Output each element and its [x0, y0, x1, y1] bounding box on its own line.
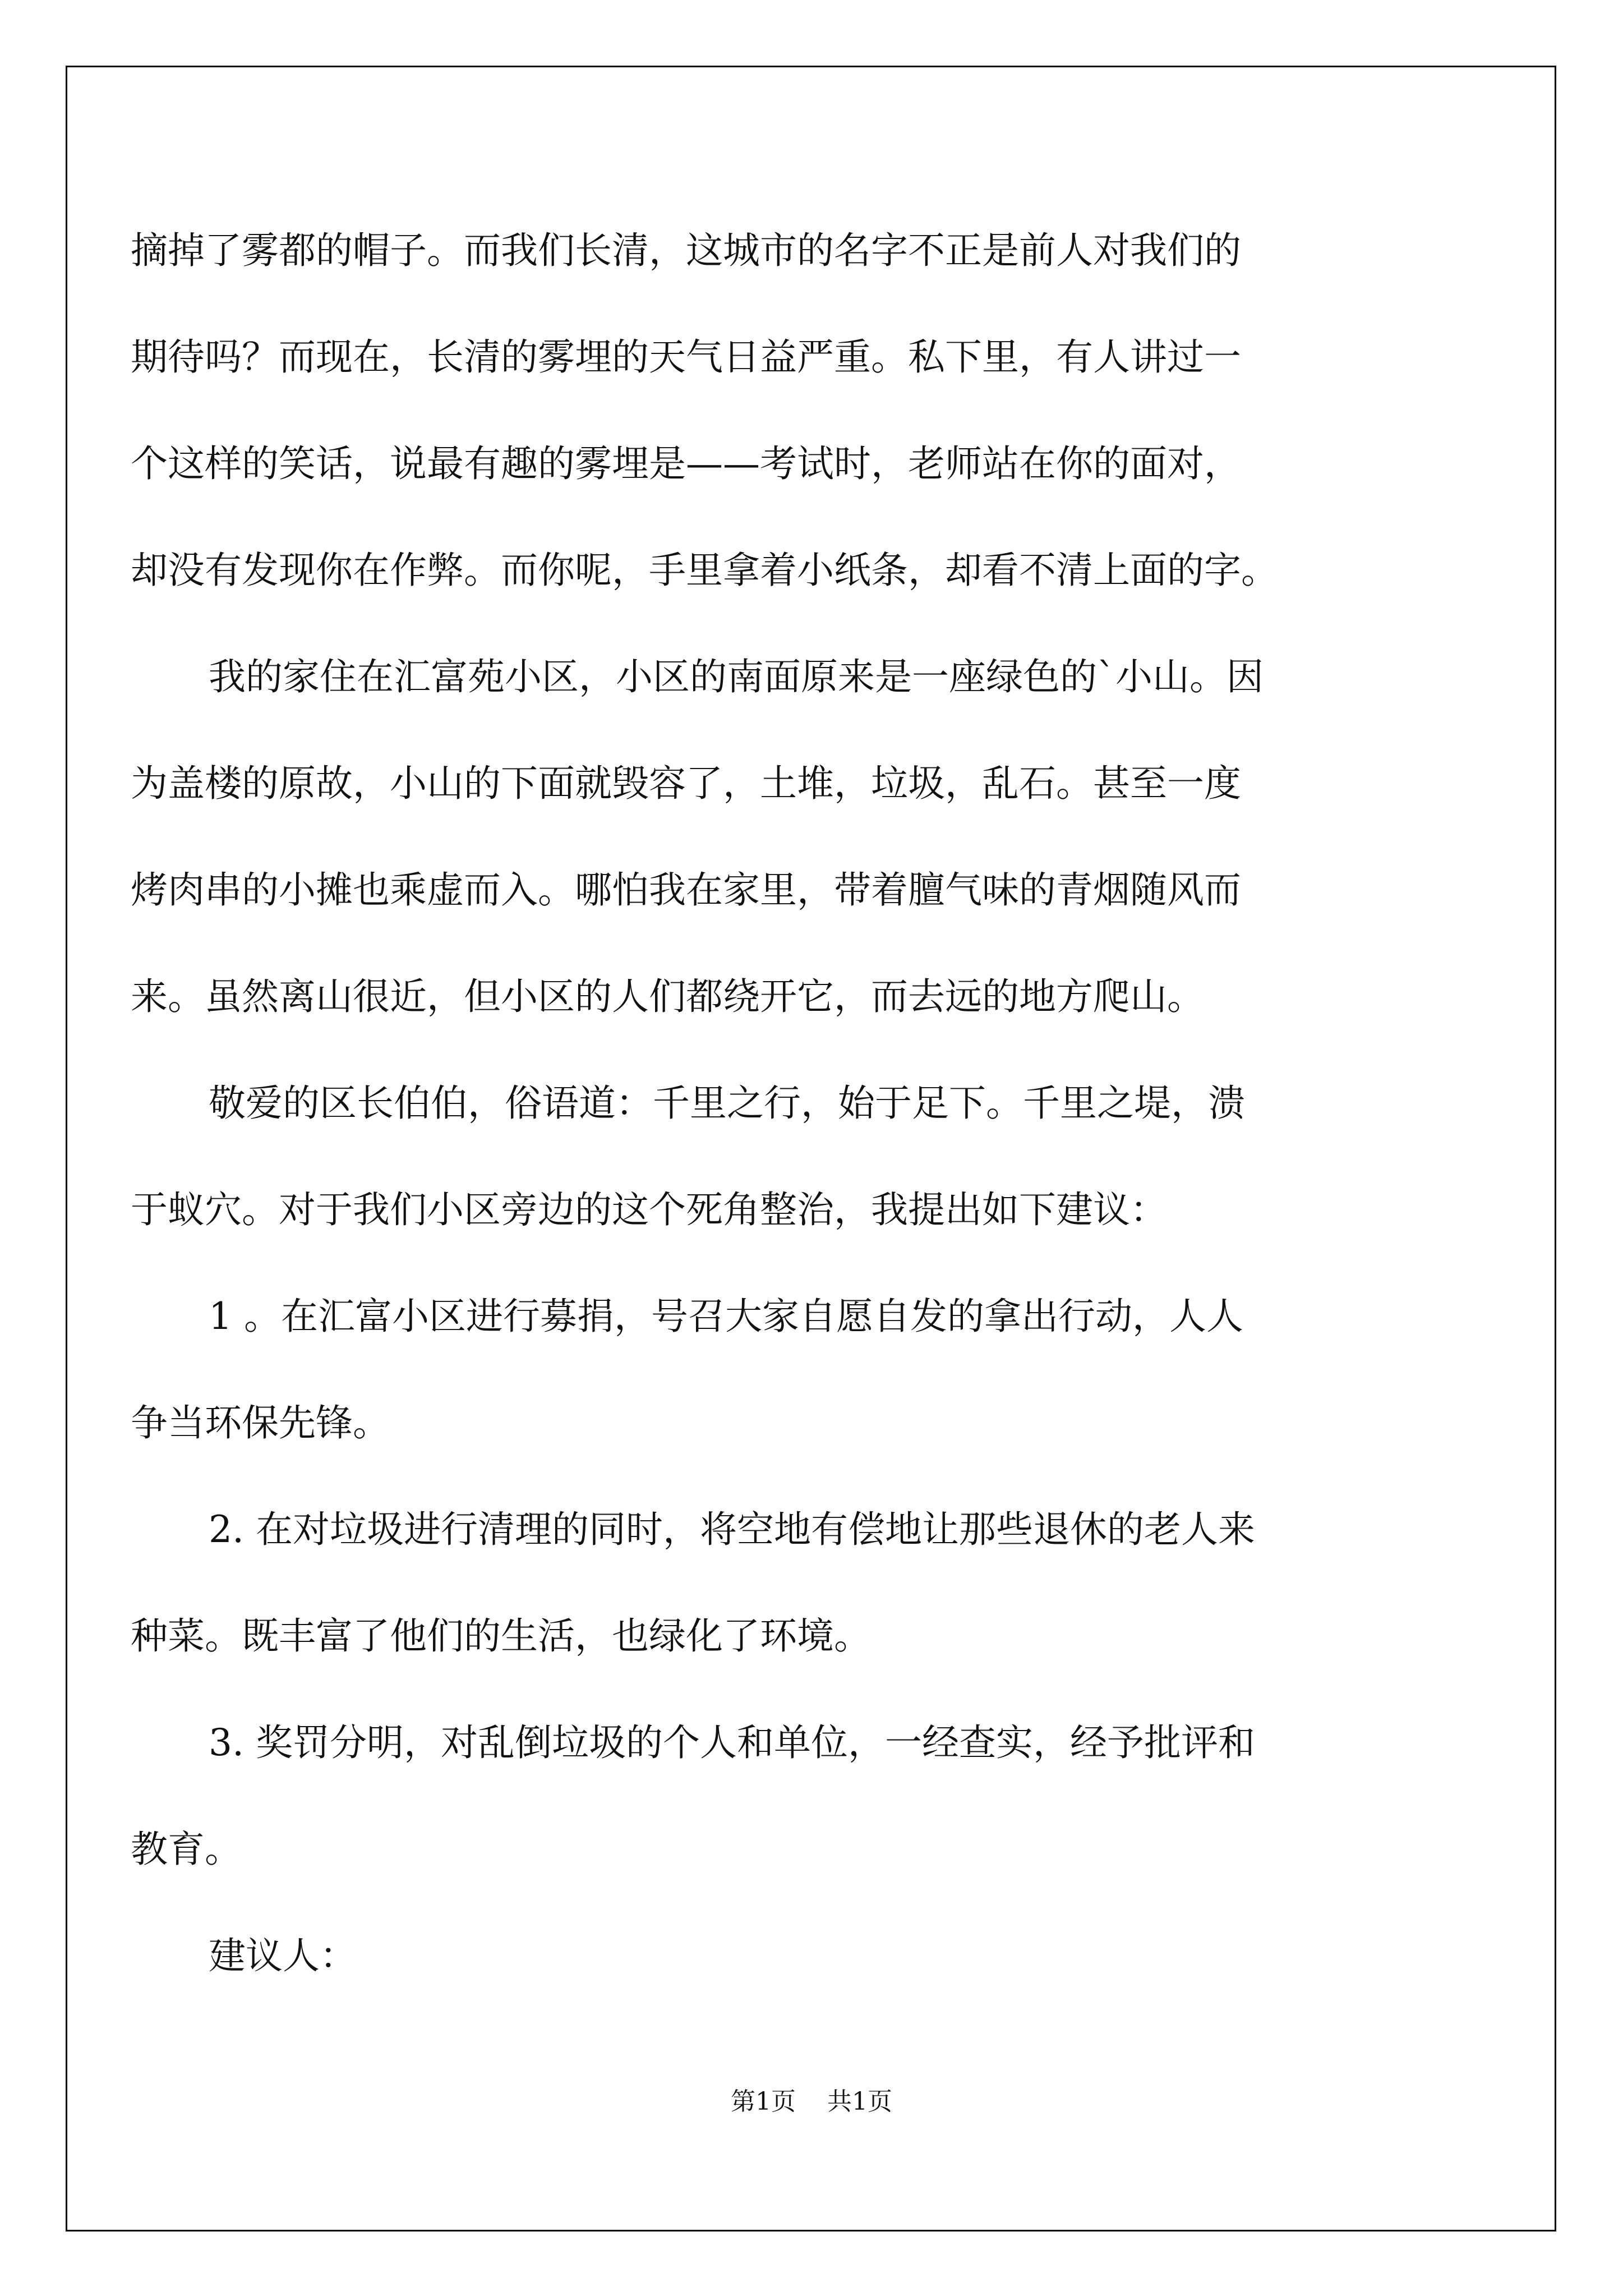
- text-line: 却没有发现你在作弊。而你呢，手里拿着小纸条，却看不清上面的字。: [131, 549, 1278, 592]
- text-line: 期待吗？而现在，长清的雾埋的天气日益严重。私下里，有人讲过一: [131, 335, 1241, 379]
- text-line: 2. 在对垃圾进行清理的同时，将空地有偿地让那些退休的老人来: [209, 1508, 1255, 1551]
- text-line: 我的家住在汇富苑小区，小区的南面原来是一座绿色的`小山。因: [209, 655, 1264, 698]
- page-number-total: 共1页: [827, 2087, 892, 2116]
- text-line: 1 。在汇富小区进行募捐，号召大家自愿自发的拿出行动，人人: [209, 1295, 1243, 1338]
- text-line: 教育。: [131, 1828, 242, 1871]
- text-line: 3. 奖罚分明，对乱倒垃圾的个人和单位，一经查实，经予批评和: [209, 1721, 1255, 1764]
- text-line: 为盖楼的原故，小山的下面就毁容了，土堆，垃圾，乱石。甚至一度: [131, 762, 1241, 805]
- text-line: 种菜。既丰富了他们的生活，也绿化了环境。: [131, 1614, 871, 1658]
- text-line: 建议人：: [209, 1934, 357, 1977]
- text-line: 烤肉串的小摊也乘虚而入。哪怕我在家里，带着膻气味的青烟随风而: [131, 868, 1241, 912]
- text-line: 摘掉了雾都的帽子。而我们长清，这城市的名字不正是前人对我们的: [131, 229, 1241, 272]
- text-line: 于蚁穴。对于我们小区旁边的这个死角整治，我提出如下建议：: [131, 1188, 1167, 1231]
- page-footer: [0, 2081, 1623, 2117]
- text-line: 争当环保先锋。: [131, 1401, 390, 1444]
- text-line: 敬爱的区长伯伯，俗语道：千里之行，始于足下。千里之堤，溃: [209, 1082, 1245, 1125]
- page-number-current: 第1页: [731, 2087, 796, 2116]
- text-line: 个这样的笑话，说最有趣的雾埋是——考试时，老师站在你的面对，: [131, 442, 1241, 485]
- text-line: 来。虽然离山很近，但小区的人们都绕开它，而去远的地方爬山。: [131, 975, 1204, 1018]
- document-body: [131, 214, 1488, 2026]
